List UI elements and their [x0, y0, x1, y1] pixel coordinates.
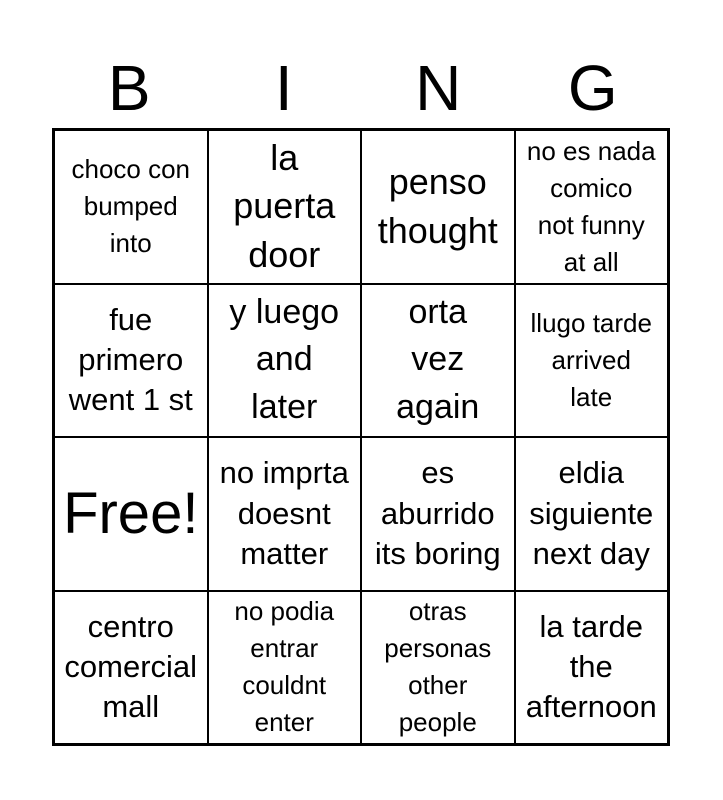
- cell-text: la tarde the afternoon: [525, 608, 657, 725]
- bingo-cell[interactable]: [361, 437, 515, 591]
- cell-text: eldia siguiente next day: [529, 455, 654, 571]
- bingo-header: [52, 48, 670, 128]
- cell-text: llugo tarde arrived late: [530, 307, 652, 412]
- bingo-cell[interactable]: [515, 130, 669, 284]
- cell-text: y luego and later: [229, 292, 340, 427]
- header-letter-n: N: [415, 52, 462, 124]
- bingo-card-grid: [52, 128, 670, 746]
- cell-text: no es nada comico not funny at all: [526, 135, 656, 277]
- bingo-cell[interactable]: [208, 284, 362, 438]
- bingo-cell[interactable]: [361, 591, 515, 745]
- cell-text: otras personas other people: [384, 596, 492, 738]
- cell-text: no podia entrar couldnt enter: [234, 596, 335, 738]
- bingo-cell[interactable]: [54, 591, 208, 745]
- cell-text: fue primero went 1 st: [68, 301, 193, 418]
- bingo-cell[interactable]: [361, 130, 515, 284]
- bingo-cell[interactable]: [208, 437, 362, 591]
- header-letter-g: G: [567, 52, 618, 124]
- cell-text: no imprta doesnt matter: [219, 455, 349, 571]
- bingo-cell[interactable]: [208, 130, 362, 284]
- cell-text: es aburrido its boring: [374, 455, 501, 571]
- bingo-cell[interactable]: [208, 591, 362, 745]
- cell-text: orta vez again: [396, 292, 480, 427]
- bingo-cell[interactable]: [54, 284, 208, 438]
- header-letter-i: I: [274, 52, 293, 124]
- free-space-text: Free!: [63, 480, 199, 546]
- cell-text: penso thought: [377, 161, 498, 251]
- cell-text: choco con bumped into: [71, 154, 191, 259]
- bingo-cell[interactable]: [515, 591, 669, 745]
- bingo-cell[interactable]: [515, 437, 669, 591]
- bingo-cell[interactable]: [54, 130, 208, 284]
- bingo-cell[interactable]: [515, 284, 669, 438]
- free-space-cell[interactable]: [54, 437, 208, 591]
- bingo-cell[interactable]: [361, 284, 515, 438]
- cell-text: centro comercial mall: [64, 608, 198, 725]
- header-letter-b: B: [107, 52, 151, 124]
- cell-text: la puerta door: [233, 136, 336, 276]
